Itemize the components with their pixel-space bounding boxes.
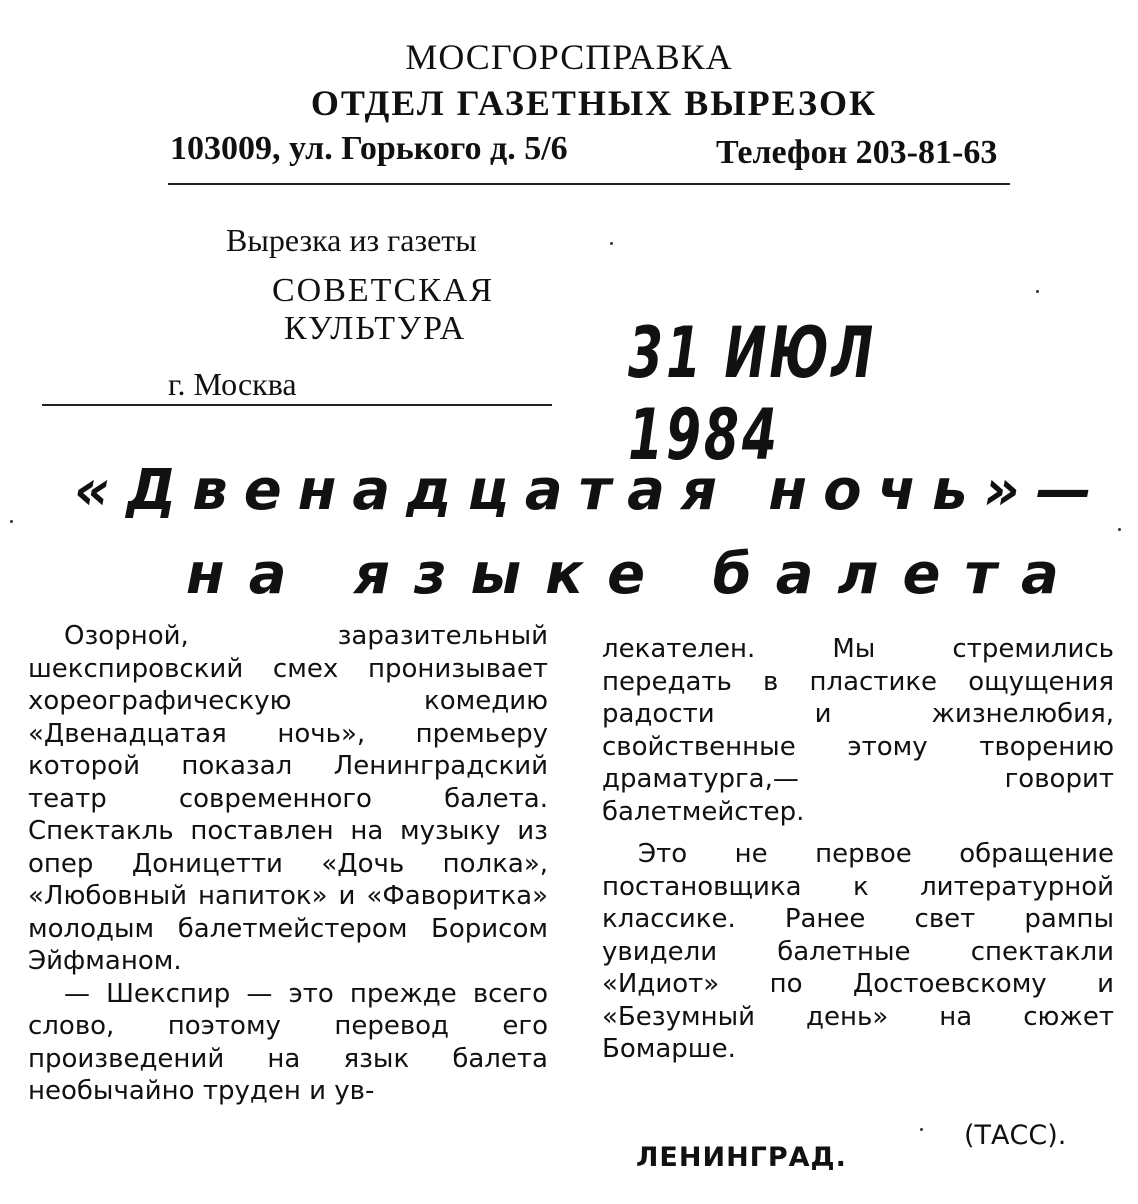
header-divider [168, 183, 1010, 185]
article-left-column [28, 620, 548, 1108]
date-stamp: 31 ИЮЛ 1984 [628, 312, 877, 476]
scan-speck [610, 242, 613, 245]
article-paragraph: лекателен. Мы стремились передать в пластике ощущения радости и жизнелюбия, свойственные этому творению драматурга,— говорит балетмейстер. [602, 634, 1114, 827]
clipping-label: Вырезка из газеты [226, 222, 477, 258]
article-paragraph: — Шекспир — это прежде всего слово, поэтому перевод его произведений на язык балета необычайно труден и ув- [28, 978, 548, 1106]
header-phone: Телефон 203-81-63 [716, 134, 998, 171]
scan-speck [920, 1128, 923, 1131]
scan-speck [1118, 528, 1121, 531]
header-agency: МОСГОРСПРАВКА [405, 37, 733, 77]
newspaper-city: г. Москва [168, 366, 297, 402]
header-address: 103009, ул. Горького д. 5/6 [170, 130, 568, 167]
article-dateline: ЛЕНИНГРАД. [636, 1142, 847, 1173]
newspaper-name-line1: СОВЕТСКАЯ [272, 272, 495, 309]
header-department: ОТДЕЛ ГАЗЕТНЫХ ВЫРЕЗОК [310, 83, 878, 123]
headline-line2: на языке балета [186, 542, 1083, 607]
article-right-column [602, 633, 1114, 1066]
scan-speck [10, 520, 13, 523]
headline-line1: «Двенадцатая ночь»— [74, 458, 1108, 523]
source-divider [42, 404, 552, 406]
article-paragraph: Это не первое обращение постановщика к литературной классике. Ранее свет рампы увидели балетные спектакли «Идиот» по Достоевскому и «Безумный день» на сюжет Бомарше. [602, 839, 1114, 1064]
article-paragraph: Озорной, заразительный шекспировский смех пронизывает хореографическую комедию «Двенадцатая ночь», премьеру которой показал Ленинградский театр современного балета. Спектакль поставлен на музыку из опер Доницетти «Дочь полка», «Любовный напиток» и «Фаворитка» молодым балетмейстером Борисом Эйфманом. [28, 621, 548, 976]
scan-speck [1036, 290, 1039, 293]
article-agency-credit: (ТАСС). [964, 1120, 1067, 1151]
newspaper-name-line2: КУЛЬТУРА [284, 310, 467, 347]
